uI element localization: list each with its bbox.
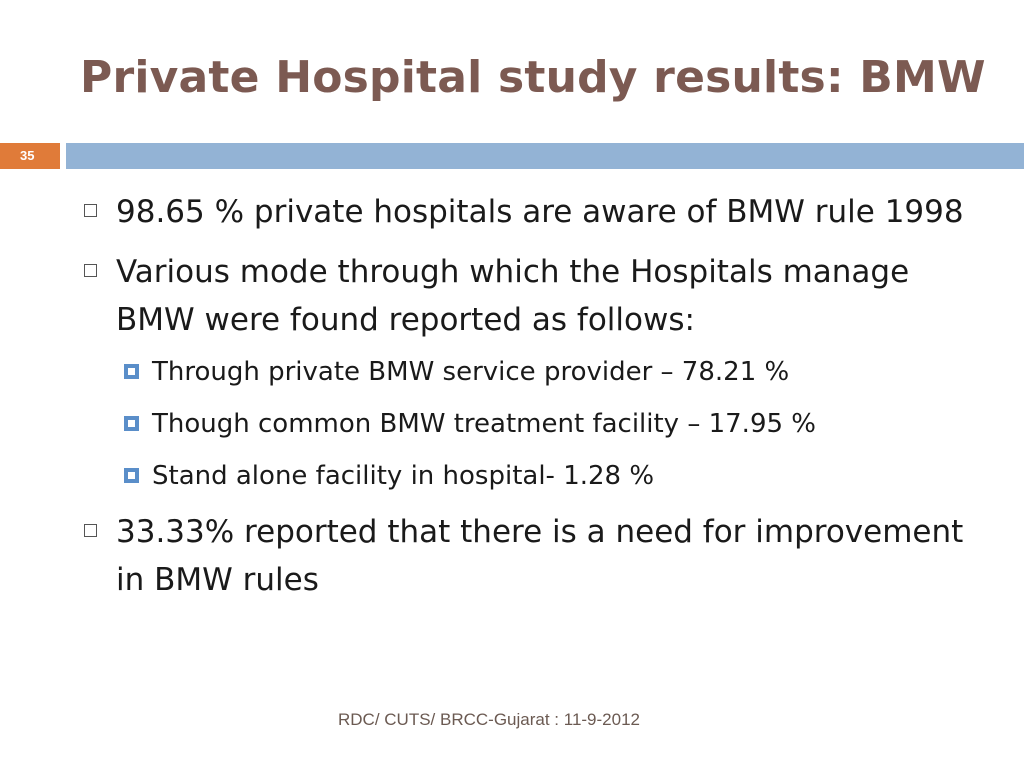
- hollow-square-icon: [84, 524, 97, 537]
- sub-bullet-item: [80, 456, 980, 496]
- bullet-text: 98.65 % private hospitals are aware of BMW rule 1998: [116, 194, 964, 230]
- sub-bullet-list: [80, 352, 980, 496]
- hollow-square-icon: [84, 204, 97, 217]
- bullet-item: [80, 188, 980, 236]
- sub-bullet-item: [80, 352, 980, 392]
- sub-bullet-text: Though common BMW treatment facility – 17.95 %: [152, 409, 817, 439]
- header-bar: [66, 143, 1024, 169]
- framed-square-icon: [124, 416, 139, 431]
- footer: [0, 710, 1024, 730]
- bullet-text: 33.33% reported that there is a need for improvement in BMW rules: [116, 514, 964, 598]
- bullet-item: [80, 508, 980, 604]
- framed-square-icon: [124, 468, 139, 483]
- sub-bullet-text: Stand alone facility in hospital- 1.28 %: [152, 461, 655, 491]
- slide-content: [80, 188, 980, 616]
- sub-bullet-text: Through private BMW service provider – 78.21 %: [152, 357, 790, 387]
- framed-square-icon: [124, 364, 139, 379]
- hollow-square-icon: [84, 264, 97, 277]
- bullet-text: Various mode through which the Hospitals manage BMW were found reported as follows:: [116, 254, 910, 338]
- bullet-item: [80, 248, 980, 344]
- sub-bullet-item: [80, 404, 980, 444]
- slide-title: Private Hospital study results: BMW: [80, 52, 986, 103]
- footer-text: RDC/ CUTS/ BRCC-Gujarat : 11-9-2012: [338, 710, 640, 729]
- slide-number: 35: [0, 143, 60, 169]
